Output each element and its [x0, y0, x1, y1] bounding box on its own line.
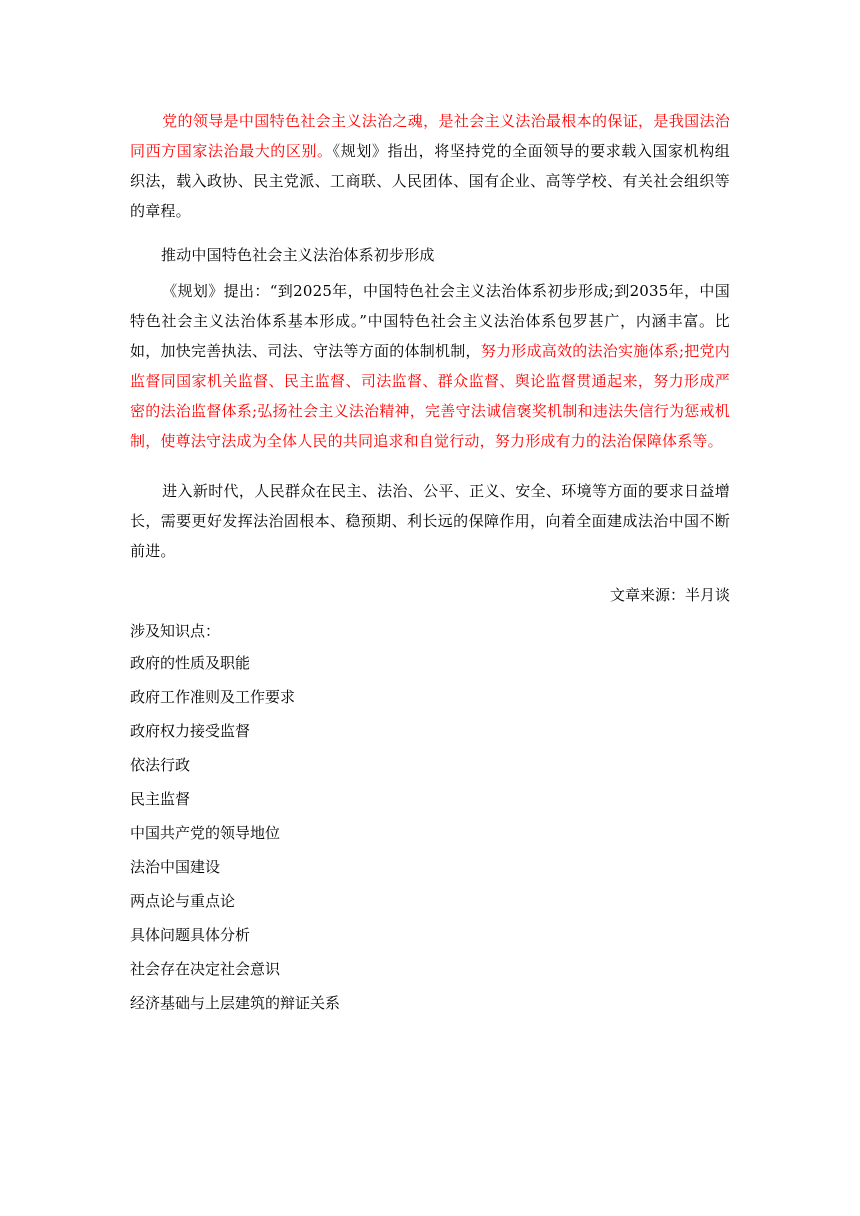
list-item: 政府权力接受监督 [130, 722, 251, 740]
list-item: 依法行政 [130, 756, 191, 774]
paragraph-party-leadership [130, 106, 730, 226]
body-text: 《规划》提出：“到2025年，中国特色社会主义法治体系初步形成;到2035年，中国特色社会主义法治体系基本形成。”中国特色社会主义法治体系包罗甚广，内涵丰富。比如，加快完善执法、司法、守法等方面的体制机制， [130, 282, 730, 360]
list-item: 政府工作准则及工作要求 [130, 688, 296, 706]
list-item: 中国共产党的领导地位 [130, 824, 281, 842]
list-item: 法治中国建设 [130, 858, 221, 876]
subheading: 推动中国特色社会主义法治体系初步形成 [161, 246, 435, 264]
knowledge-points-heading: 涉及知识点： [130, 622, 221, 640]
list-item: 具体问题具体分析 [130, 926, 251, 944]
list-item: 社会存在决定社会意识 [130, 960, 281, 978]
body-text: 《规划》指出，将坚持党的全面领导的要求载入国家机构组织法，载入政协、民主党派、工商联、人民团体、国有企业、高等学校、有关社会组织等的章程。 [130, 142, 731, 220]
emphasis-text: 努力形成高效的法治实施体系;把党内监督同国家机关监督、民主监督、司法监督、群众监督、舆论监督贯通起来，努力形成严密的法治监督体系;弘扬社会主义法治精神，完善守法诚信褒奖机制和违法失信行为惩戒机制，使尊法守法成为全体人民的共同追求和自觉行动，努力形成有力的法治保障体系等。 [130, 342, 730, 450]
knowledge-points-list [130, 648, 340, 1022]
paragraph-new-era [130, 476, 730, 566]
body-text: 进入新时代，人民群众在民主、法治、公平、正义、安全、环境等方面的要求日益增长，需要更好发挥法治固根本、稳预期、利长远的保障作用，向着全面建成法治中国不断前进。 [130, 482, 730, 560]
list-item: 经济基础与上层建筑的辩证关系 [130, 994, 341, 1012]
emphasis-text: 党的领导是中国特色社会主义法治之魂，是社会主义法治最根本的保证，是我国法治同西方国家法治最大的区别。 [130, 112, 730, 160]
list-item: 两点论与重点论 [130, 892, 236, 910]
article-source: 文章来源：半月谈 [609, 586, 730, 604]
list-item: 民主监督 [130, 790, 191, 808]
list-item: 政府的性质及职能 [130, 654, 251, 672]
paragraph-legal-system [130, 276, 730, 456]
